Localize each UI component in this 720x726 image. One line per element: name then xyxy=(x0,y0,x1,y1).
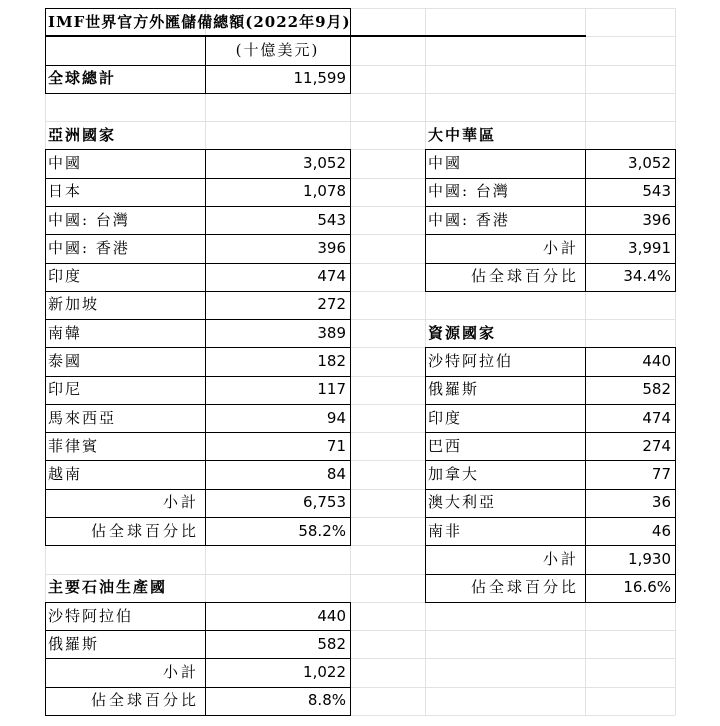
asia-row-value: 117 xyxy=(317,380,346,399)
asia-row-value: 389 xyxy=(317,323,346,342)
asia-share-label: 佔全球百分比 xyxy=(90,521,199,540)
asia-row-lines xyxy=(45,517,350,518)
resource-row-lines xyxy=(425,545,675,546)
global-total-label: 全球總計 xyxy=(48,69,117,88)
greater-china-row-value: 3,052 xyxy=(628,154,671,173)
oil-row-name: 沙特阿拉伯 xyxy=(48,606,134,625)
asia-row-name: 印度 xyxy=(48,267,83,286)
oil-row-lines xyxy=(45,658,350,659)
greater-china-row-lines xyxy=(425,178,675,179)
asia-row-lines xyxy=(45,432,350,433)
resource-subtotal-label: 小計 xyxy=(542,549,579,568)
resource-row-lines xyxy=(425,432,675,433)
asia-row-name: 越南 xyxy=(48,465,83,484)
greater-china-heading: 大中華區 xyxy=(428,125,497,144)
oil-heading: 主要石油生產國 xyxy=(48,578,168,597)
sheet-title: IMF世界官方外匯儲備總額(2022年9月) xyxy=(48,12,351,31)
greater-china-subtotal-label: 小計 xyxy=(542,238,579,257)
asia-share-value: 58.2% xyxy=(298,521,346,540)
greater-china-row-value: 543 xyxy=(642,182,671,201)
asia-row-lines xyxy=(45,404,350,405)
asia-row-name: 中國: 香港 xyxy=(48,238,130,257)
resource-row-name: 南非 xyxy=(428,521,463,540)
resource-divider xyxy=(585,347,586,602)
resource-row-value: 440 xyxy=(642,351,671,370)
asia-row-name: 菲律賓 xyxy=(48,436,100,455)
greater-china-divider xyxy=(585,149,586,290)
resource-row-name: 俄羅斯 xyxy=(428,380,480,399)
resource-row-name: 印度 xyxy=(428,408,463,427)
asia-row-value: 1,078 xyxy=(303,182,346,201)
asia-row-lines xyxy=(45,489,350,490)
resource-row-value: 46 xyxy=(651,521,671,540)
resource-row-name: 沙特阿拉伯 xyxy=(428,351,514,370)
resource-row-lines xyxy=(425,376,675,377)
greater-china-row-value: 396 xyxy=(642,210,671,229)
resource-row-name: 澳大利亞 xyxy=(428,493,497,512)
oil-share-value: 8.8% xyxy=(307,691,346,710)
resource-row-value: 36 xyxy=(651,493,671,512)
asia-heading: 亞洲國家 xyxy=(48,125,117,144)
resource-row-lines xyxy=(425,489,675,490)
resource-row-name: 巴西 xyxy=(428,436,463,455)
oil-row-value: 582 xyxy=(317,634,346,653)
asia-row-lines xyxy=(45,234,350,235)
asia-row-value: 94 xyxy=(326,408,346,427)
asia-row-lines xyxy=(45,460,350,461)
greater-china-row-name: 中國: 香港 xyxy=(428,210,510,229)
greater-china-row-lines xyxy=(425,206,675,207)
asia-row-value: 182 xyxy=(317,351,346,370)
asia-row-lines xyxy=(45,347,350,348)
resource-share-value: 16.6% xyxy=(623,578,671,597)
resource-box xyxy=(425,347,676,603)
asia-row-lines xyxy=(45,206,350,207)
resource-row-value: 274 xyxy=(642,436,671,455)
resource-share-label: 佔全球百分比 xyxy=(470,578,579,597)
asia-row-name: 新加坡 xyxy=(48,295,100,314)
oil-row-lines xyxy=(45,630,350,631)
resource-heading: 資源國家 xyxy=(428,323,497,342)
asia-row-value: 543 xyxy=(317,210,346,229)
greater-china-row-lines xyxy=(425,263,675,264)
resource-row-lines xyxy=(425,574,675,575)
oil-share-label: 佔全球百分比 xyxy=(90,691,199,710)
asia-row-name: 馬來西亞 xyxy=(48,408,117,427)
oil-row-value: 440 xyxy=(317,606,346,625)
asia-row-name: 印尼 xyxy=(48,380,83,399)
resource-row-value: 582 xyxy=(642,380,671,399)
asia-row-lines xyxy=(45,263,350,264)
asia-row-name: 中國 xyxy=(48,154,83,173)
oil-subtotal-value: 1,022 xyxy=(303,663,346,682)
asia-row-name: 中國: 台灣 xyxy=(48,210,130,229)
asia-row-lines xyxy=(45,319,350,320)
asia-row-name: 日本 xyxy=(48,182,83,201)
header-row-lines xyxy=(45,65,350,66)
asia-row-value: 3,052 xyxy=(303,154,346,173)
greater-china-row-name: 中國: 台灣 xyxy=(428,182,510,201)
asia-row-lines xyxy=(45,376,350,377)
greater-china-share-value: 34.4% xyxy=(623,267,671,286)
greater-china-box xyxy=(425,149,676,291)
asia-subtotal-value: 6,753 xyxy=(303,493,346,512)
asia-row-value: 474 xyxy=(317,267,346,286)
resource-row-lines xyxy=(425,404,675,405)
resource-row-name: 加拿大 xyxy=(428,465,480,484)
asia-row-lines xyxy=(45,291,350,292)
asia-row-name: 南韓 xyxy=(48,323,83,342)
greater-china-row-lines xyxy=(425,234,675,235)
header-title-underline xyxy=(45,35,586,37)
asia-row-value: 272 xyxy=(317,295,346,314)
oil-row-name: 俄羅斯 xyxy=(48,634,100,653)
greater-china-row-name: 中國 xyxy=(428,154,463,173)
asia-subtotal-label: 小計 xyxy=(162,493,199,512)
oil-row-lines xyxy=(45,687,350,688)
resource-subtotal-value: 1,930 xyxy=(628,549,671,568)
asia-row-value: 71 xyxy=(326,436,346,455)
oil-subtotal-label: 小計 xyxy=(162,663,199,682)
asia-row-lines xyxy=(45,178,350,179)
asia-row-name: 泰國 xyxy=(48,351,83,370)
header-box xyxy=(45,8,351,94)
global-total-value: 11,599 xyxy=(293,69,346,88)
resource-row-lines xyxy=(425,460,675,461)
resource-row-value: 77 xyxy=(651,465,671,484)
resource-row-lines xyxy=(425,517,675,518)
asia-row-value: 396 xyxy=(317,238,346,257)
greater-china-subtotal-value: 3,991 xyxy=(628,238,671,257)
unit-label: (十億美元) xyxy=(235,40,320,59)
asia-row-value: 84 xyxy=(326,465,346,484)
resource-row-value: 474 xyxy=(642,408,671,427)
greater-china-share-label: 佔全球百分比 xyxy=(470,267,579,286)
